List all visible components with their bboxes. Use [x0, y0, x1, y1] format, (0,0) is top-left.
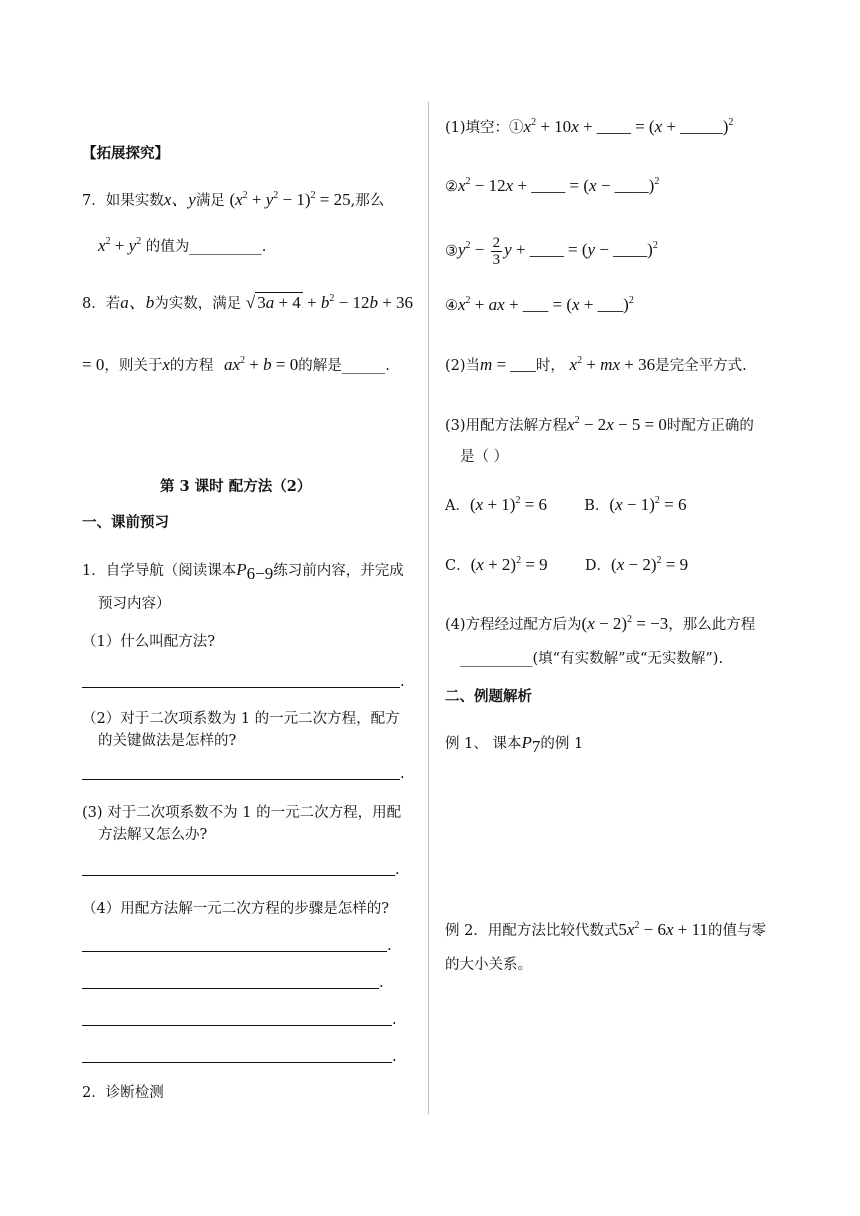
column-divider	[428, 102, 429, 1114]
fill-blank-1: (1)填空：$①x^2 + 10x$ + ____ = (x + _____)$^2$	[445, 117, 734, 136]
question-3-line2: 方法解又怎么办?	[98, 827, 208, 843]
example-2-line1: 例 2．用配方法比较代数式$5x^2 - 6x + 11$的值与零	[445, 920, 766, 939]
question-7-line2: $x^2 + y^2$ 的值为__________.	[98, 236, 267, 255]
fill-blank-2: $②x^2 - 12x$ + ____ = (x − ____)$^2$	[445, 176, 660, 195]
question-1: （1）什么叫配方法?	[82, 634, 215, 650]
question-2-line2: 的关键做法是怎样的?	[98, 733, 237, 749]
answer-line	[82, 779, 400, 780]
question-2-line1: （2）对于二次项系数为 1 的一元二次方程，配方	[82, 711, 400, 727]
question-8-line1: 8．若a、b为实数，满足 √ $3a + 4 + b^2 - 12b + 36$	[82, 293, 414, 312]
example-2-line2: 的大小关系。	[445, 957, 532, 973]
answer-line	[82, 687, 400, 688]
option-a-b: A．$(x + 1)^2 = 6$ B．$(x - 1)^2 = 6$	[445, 495, 687, 514]
answer-line	[82, 875, 395, 876]
answer-line	[82, 1025, 392, 1026]
item-2: 2．诊断检测	[82, 1085, 164, 1101]
fill-blank-3: $③y^2$ − $\frac{2}{3}$ y + ____ = (y − ____)$^2$	[445, 235, 658, 268]
lesson-title: 第 3 课时 配方法（2）	[160, 478, 312, 495]
item-1-line1: 1．自学导航（阅读课本$P_{6-9}$练习前内容，并完成	[82, 560, 404, 583]
problem-3-line2: 是（ ）	[460, 449, 509, 465]
problem-4-line2: __________(填“有实数解”或“无实数解”).	[460, 651, 724, 667]
problem-4-line1: (4)方程经过配方后为$(x - 2)^2 = -3$，那么此方程	[445, 614, 756, 633]
question-4: （4）用配方法解一元二次方程的步骤是怎样的?	[82, 901, 389, 917]
problem-3-line1: (3)用配方法解方程$x^2 - 2x - 5 = 0$时配方正确的	[445, 415, 754, 434]
answer-line	[82, 988, 379, 989]
option-c-d: C．$(x + 2)^2 = 9$ D．$(x - 2)^2 = 9$	[445, 555, 689, 574]
q8-expression: √ $3a + 4 + b^2 - 12b + 36$	[245, 293, 414, 312]
example-1: 例 1、 课本$P_7$的例 1	[445, 733, 584, 756]
answer-line	[82, 951, 387, 952]
fill-blank-4: $④x^2$ + ax + ___ = (x + ___)$^2$	[445, 295, 634, 314]
q7-equation: $(x^2 + y^2 - 1)^2 = 25$	[229, 190, 351, 209]
item-1-line2: 预习内容）	[98, 596, 171, 612]
section-2-heading: 二、例题解析	[445, 688, 532, 705]
answer-line	[82, 1062, 392, 1063]
question-3-line1: (3) 对于二次项系数不为 1 的一元二次方程，用配	[82, 805, 402, 821]
question-7-line1: 7．如果实数x、y满足 $(x^2 + y^2 - 1)^2 = 25$,那么	[82, 190, 385, 209]
explore-heading: 【拓展探究】	[82, 145, 169, 162]
section-1-heading: 一、课前预习	[82, 514, 169, 531]
question-8-line2: = 0，则关于x的方程 $ax^2 + b = 0$的解是______.	[82, 355, 390, 374]
problem-2: (2)当m = ___时， $x^2$ + mx + 36是完全平方式.	[445, 355, 747, 374]
